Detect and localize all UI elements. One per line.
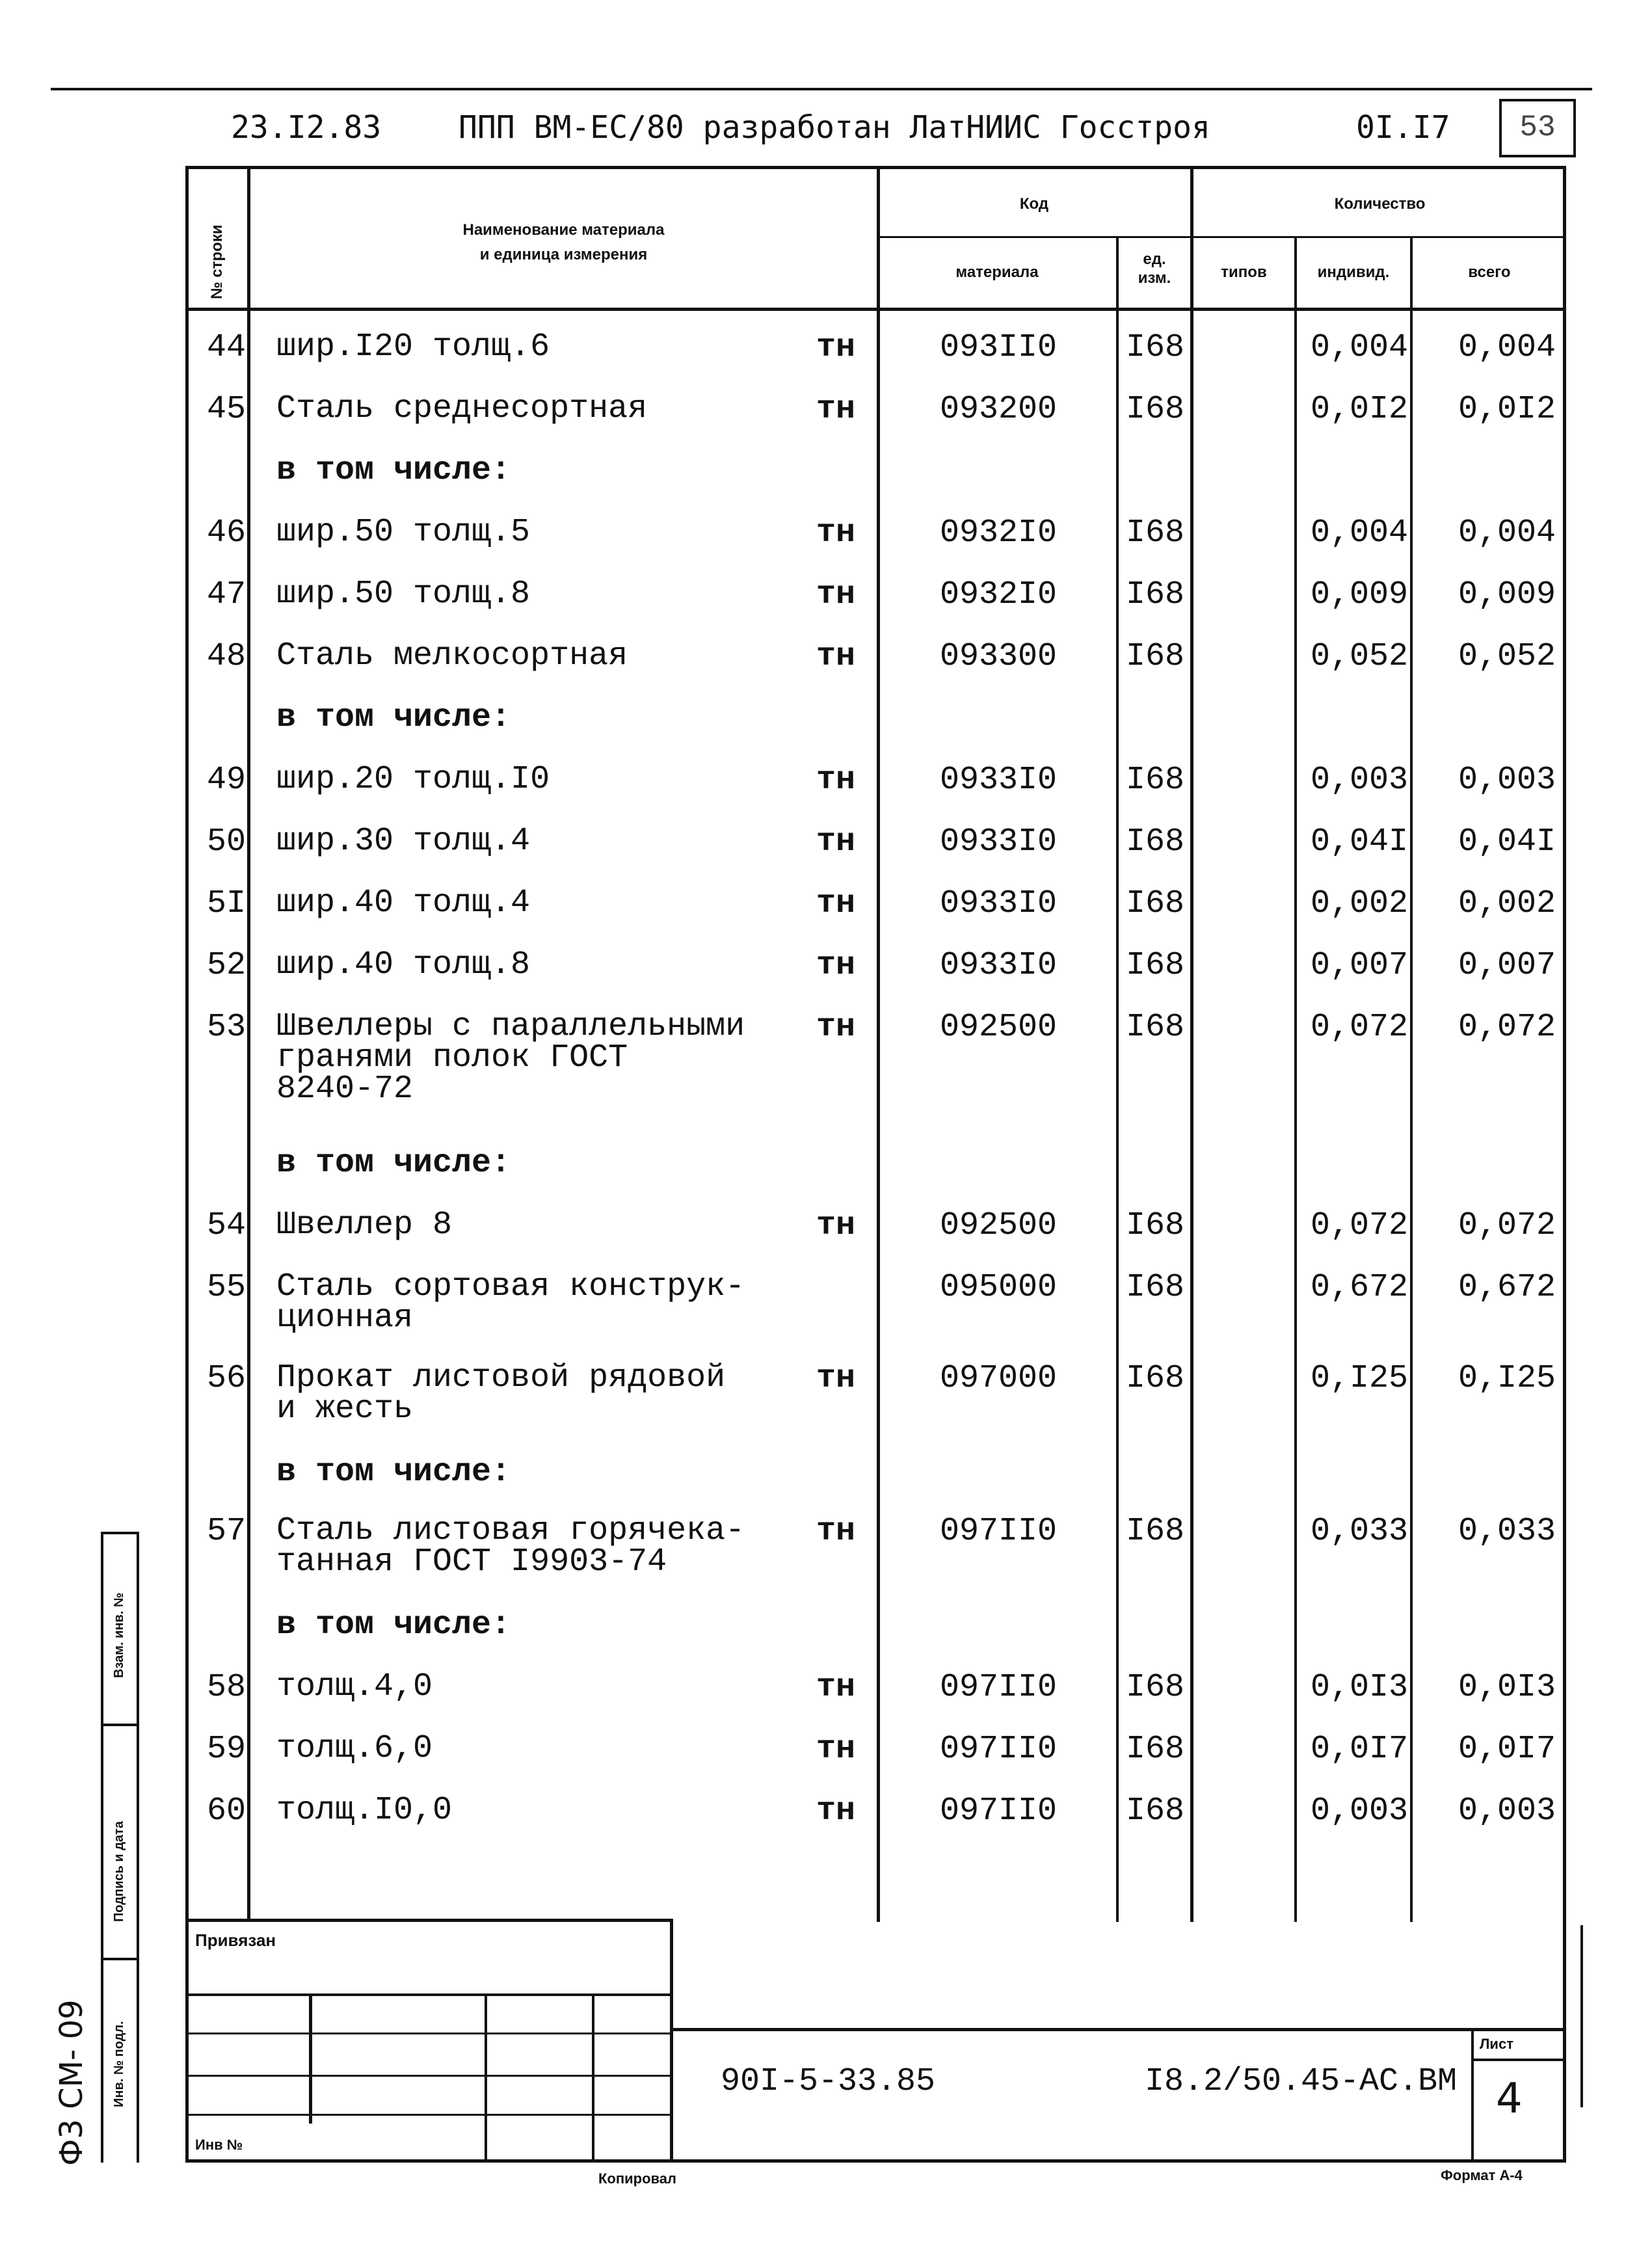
row-qty-total: 0,0I2 [1458, 391, 1556, 428]
col-code-unit: ед. изм. [1138, 250, 1171, 287]
row-qty-total: 0,004 [1458, 329, 1556, 366]
row-material-code: 092500 [939, 1207, 1058, 1244]
row-number: 52 [206, 947, 246, 984]
top-rule [51, 88, 1592, 90]
col-code-material: материала [955, 263, 1039, 281]
footer-format: Формат А-4 [1441, 2167, 1523, 2183]
row-unit: тн [816, 391, 856, 428]
col-qty-typical: типов [1221, 263, 1267, 281]
row-qty-total: 0,003 [1458, 762, 1556, 799]
row-material-code: 0932I0 [939, 514, 1058, 552]
row-unit-code: I68 [1125, 762, 1184, 799]
page-mark: 53 [1519, 111, 1556, 144]
row-name: в том числе: [276, 1145, 511, 1182]
row-material-code: 0932I0 [939, 576, 1058, 613]
row-name: в том числе: [276, 1606, 511, 1644]
row-name: шир.40 толщ.4 [276, 885, 531, 922]
row-qty-individual: 0,003 [1310, 1793, 1408, 1830]
col-qty-group: Количество [1334, 195, 1426, 213]
side-form: Ф3 СМ- 09 [53, 1999, 90, 2166]
row-unit: тн [816, 576, 856, 613]
row-qty-individual: 0,004 [1310, 329, 1408, 366]
row-unit-code: I68 [1125, 1793, 1184, 1830]
row-name: шир.30 толщ.4 [276, 823, 531, 860]
row-qty-individual: 0,0I7 [1310, 1731, 1408, 1768]
row-material-code: 097II0 [939, 1513, 1058, 1550]
stamp-doc-code: 90I-5-33.85 [721, 2063, 936, 2100]
header-mid-line [878, 236, 1566, 238]
row-qty-total: 0,0I3 [1458, 1669, 1556, 1706]
row-qty-total: 0,0I7 [1458, 1731, 1556, 1768]
row-material-code: 097II0 [939, 1731, 1058, 1768]
row-number: 56 [206, 1360, 246, 1397]
row-name: шир.50 толщ.8 [276, 576, 531, 613]
row-unit: тн [816, 1207, 856, 1244]
row-name: толщ.I0,0 [276, 1792, 453, 1829]
stamp-vline-2 [485, 1993, 487, 2163]
row-qty-individual: 0,052 [1310, 638, 1408, 675]
row-number: 58 [206, 1669, 246, 1706]
side-stamp-left [101, 1532, 103, 2163]
row-unit: тн [816, 1731, 856, 1768]
row-name: толщ.6,0 [276, 1730, 433, 1767]
row-unit-code: I68 [1125, 823, 1184, 860]
row-name: шир.I20 толщ.6 [276, 328, 550, 366]
row-unit: тн [816, 638, 856, 675]
row-unit-code: I68 [1125, 1009, 1184, 1046]
row-qty-individual: 0,0I3 [1310, 1669, 1408, 1706]
col-line-5 [1294, 236, 1297, 1922]
row-qty-total: 0,033 [1458, 1513, 1556, 1550]
stamp-attached: Привязан [195, 1930, 276, 1950]
stamp-sheet-line [1471, 2059, 1566, 2061]
row-unit: тн [816, 514, 856, 552]
row-number: 54 [206, 1207, 246, 1244]
col-code-group: Код [1019, 195, 1049, 213]
row-material-code: 095000 [939, 1269, 1058, 1306]
row-name: Прокат листовой рядовой и жесть [276, 1359, 726, 1428]
row-name: в том числе: [276, 1454, 511, 1491]
row-material-code: 093II0 [939, 329, 1058, 366]
row-name: толщ.4,0 [276, 1668, 433, 1705]
row-number: 55 [206, 1269, 246, 1306]
row-qty-total: 0,007 [1458, 947, 1556, 984]
row-name: Сталь листовая горячека- танная ГОСТ I9903-74 [276, 1512, 745, 1580]
row-qty-individual: 0,072 [1310, 1009, 1408, 1046]
row-qty-individual: 0,033 [1310, 1513, 1408, 1550]
stamp-attached-box [185, 1919, 673, 2163]
row-name: Сталь сортовая конструк- ционная [276, 1268, 745, 1337]
row-unit-code: I68 [1125, 1207, 1184, 1244]
page-mark-box [1499, 99, 1576, 157]
col-line-2 [877, 166, 880, 1922]
row-material-code: 097II0 [939, 1793, 1058, 1830]
row-name: в том числе: [276, 452, 511, 489]
row-unit: тн [816, 1360, 856, 1397]
stamp-bottom [185, 2159, 1566, 2163]
row-qty-total: 0,004 [1458, 514, 1556, 552]
stamp-doc-number: I8.2/50.45-АС.ВМ [1145, 2063, 1458, 2100]
stamp-line-4 [185, 2114, 673, 2116]
row-number: 57 [206, 1513, 246, 1550]
row-name: Сталь среднесортная [276, 390, 648, 427]
row-unit-code: I68 [1125, 1269, 1184, 1306]
row-qty-total: 0,003 [1458, 1793, 1556, 1830]
row-qty-individual: 0,007 [1310, 947, 1408, 984]
row-unit-code: I68 [1125, 638, 1184, 675]
row-number: 49 [206, 762, 246, 799]
col-row-no: № строки [208, 224, 226, 299]
col-qty-individual: индивид. [1317, 263, 1390, 281]
row-material-code: 093200 [939, 391, 1058, 428]
stamp-sheet-value: 4 [1496, 2075, 1523, 2123]
row-unit-code: I68 [1125, 391, 1184, 428]
row-qty-individual: 0,009 [1310, 576, 1408, 613]
row-qty-individual: 0,004 [1310, 514, 1408, 552]
row-qty-individual: 0,003 [1310, 762, 1408, 799]
row-qty-total: 0,04I [1458, 823, 1556, 860]
row-number: 46 [206, 514, 246, 552]
row-qty-individual: 0,I25 [1310, 1360, 1408, 1397]
row-material-code: 0933I0 [939, 885, 1058, 922]
side-inv-orig: Инв. № подл. [112, 2021, 126, 2107]
row-qty-individual: 0,672 [1310, 1269, 1408, 1306]
col-line-3 [1116, 236, 1119, 1922]
row-number: 59 [206, 1731, 246, 1768]
side-stamp-right [137, 1532, 139, 2163]
row-material-code: 097000 [939, 1360, 1058, 1397]
stamp-sheet-vline [1471, 2028, 1474, 2161]
row-unit: тн [816, 1793, 856, 1830]
side-stamp-div2 [101, 1958, 139, 1960]
side-sign-date: Подпись и дата [112, 1821, 126, 1922]
row-qty-total: 0,002 [1458, 885, 1556, 922]
row-number: 45 [206, 391, 246, 428]
row-material-code: 092500 [939, 1009, 1058, 1046]
col-name: Наименование материала и единица измерения [462, 221, 665, 264]
row-material-code: 093300 [939, 638, 1058, 675]
stamp-line-3 [185, 2075, 673, 2077]
row-unit: тн [816, 947, 856, 984]
row-unit-code: I68 [1125, 1669, 1184, 1706]
row-qty-total: 0,672 [1458, 1269, 1556, 1306]
stamp-inv-no: Инв № [195, 2137, 243, 2153]
row-unit: тн [816, 1669, 856, 1706]
row-qty-individual: 0,0I2 [1310, 391, 1408, 428]
col-line-1 [247, 166, 250, 1928]
row-number: 50 [206, 823, 246, 860]
row-qty-total: 0,I25 [1458, 1360, 1556, 1397]
row-unit-code: I68 [1125, 1513, 1184, 1550]
row-name: Швеллеры с параллельными гранями полок ГОСТ 8240-72 [276, 1008, 745, 1108]
row-unit: тн [816, 762, 856, 799]
row-qty-individual: 0,002 [1310, 885, 1408, 922]
row-name: Сталь мелкосортная [276, 637, 628, 674]
row-qty-total: 0,052 [1458, 638, 1556, 675]
col-line-4 [1190, 166, 1193, 1922]
row-unit-code: I68 [1125, 514, 1184, 552]
row-unit-code: I68 [1125, 885, 1184, 922]
header-title: ППП ВМ-ЕС/80 разработан ЛатНИИС Госстроя [459, 109, 1210, 146]
side-stamp-div1 [101, 1724, 139, 1726]
side-stamp-top [101, 1532, 139, 1534]
row-qty-individual: 0,04I [1310, 823, 1408, 860]
col-line-6 [1410, 236, 1413, 1922]
stamp-line-1 [185, 1993, 673, 1996]
row-unit: тн [816, 1513, 856, 1550]
row-qty-total: 0,072 [1458, 1207, 1556, 1244]
stamp-vline-1 [309, 1993, 312, 2124]
row-unit-code: I68 [1125, 1360, 1184, 1397]
row-qty-total: 0,009 [1458, 576, 1556, 613]
header-bottom-line [185, 308, 1566, 311]
row-qty-total: 0,072 [1458, 1009, 1556, 1046]
row-unit: тн [816, 823, 856, 860]
row-material-code: 0933I0 [939, 947, 1058, 984]
row-name: шир.20 толщ.I0 [276, 761, 550, 798]
stamp-vline-3 [592, 1993, 594, 2163]
margin-line [1580, 1925, 1583, 2107]
row-name: шир.50 толщ.5 [276, 514, 531, 551]
row-number: 53 [206, 1009, 246, 1046]
row-name: в том числе: [276, 699, 511, 736]
row-unit-code: I68 [1125, 947, 1184, 984]
row-material-code: 0933I0 [939, 762, 1058, 799]
header-date: 23.I2.83 [231, 109, 382, 146]
row-number: 48 [206, 638, 246, 675]
row-material-code: 0933I0 [939, 823, 1058, 860]
header-code: 0I.I7 [1356, 109, 1450, 146]
row-number: 47 [206, 576, 246, 613]
row-material-code: 097II0 [939, 1669, 1058, 1706]
row-unit-code: I68 [1125, 329, 1184, 366]
stamp-sheet-label: Лист [1480, 2036, 1513, 2052]
footer-copied: Копировал [598, 2170, 677, 2187]
row-number: 5I [206, 885, 246, 922]
col-qty-total: всего [1468, 263, 1511, 281]
row-unit: тн [816, 885, 856, 922]
row-unit: тн [816, 329, 856, 366]
row-name: шир.40 толщ.8 [276, 946, 531, 983]
row-unit: тн [816, 1009, 856, 1046]
row-qty-individual: 0,072 [1310, 1207, 1408, 1244]
stamp-line-2 [185, 2033, 673, 2034]
side-replace-inv: Взам. инв. № [112, 1592, 126, 1678]
row-unit-code: I68 [1125, 1731, 1184, 1768]
row-name: Швеллер 8 [276, 1206, 453, 1244]
stamp-title-top [673, 2028, 1566, 2031]
row-number: 44 [206, 329, 246, 366]
row-number: 60 [206, 1793, 246, 1830]
row-unit-code: I68 [1125, 576, 1184, 613]
